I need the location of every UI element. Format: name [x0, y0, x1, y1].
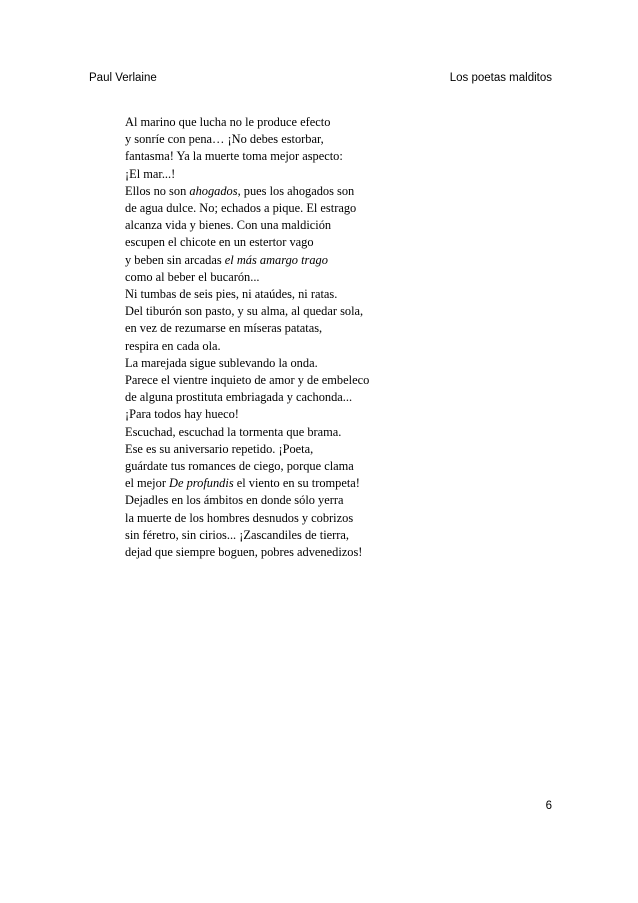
poem-line	[125, 458, 565, 475]
poem-text-segment: y sonríe con pena… ¡No debes estorbar,	[125, 132, 324, 147]
poem-text-segment: Del tiburón son pasto, y su alma, al quedar sola,	[125, 304, 364, 319]
poem-text-segment: la muerte de los hombres desnudos y cobrizos	[125, 510, 354, 525]
poem-text-segment: respira en cada ola.	[125, 338, 221, 353]
poem-text-segment: sin féretro, sin cirios... ¡Zascandiles de tierra,	[125, 527, 349, 542]
poem-line	[125, 510, 565, 527]
poem-text-segment: La marejada sigue sublevando la onda.	[125, 355, 318, 370]
poem-line	[125, 234, 565, 251]
poem-line	[125, 269, 565, 286]
poem-line	[125, 252, 565, 269]
poem-line	[125, 286, 565, 303]
poem-text-segment: guárdate tus romances de ciego, porque clama	[125, 459, 354, 474]
poem-line	[125, 424, 565, 441]
poem-line	[125, 475, 565, 492]
poem-text-segment: Ese es su aniversario repetido. ¡Poeta,	[125, 441, 314, 456]
poem-text-segment: el mejor	[125, 476, 170, 491]
poem-text-segment: como al beber el bucarón...	[125, 269, 260, 284]
poem-text-segment: fantasma! Ya la muerte toma mejor aspecto:	[125, 149, 343, 164]
header-author: Paul Verlaine	[89, 72, 157, 84]
poem-text-segment: ¡El mar...!	[125, 166, 176, 181]
poem-text-segment: Escuchad, escuchad la tormenta que brama.	[125, 424, 342, 439]
poem-text-segment: alcanza vida y bienes. Con una maldición	[125, 218, 332, 233]
poem-line	[125, 338, 565, 355]
poem-text-segment: Parece el vientre inquieto de amor y de embeleco	[125, 373, 370, 388]
poem-line	[125, 492, 565, 509]
poem-italic-segment: De profundis	[169, 476, 234, 491]
poem-line	[125, 217, 565, 234]
poem-line	[125, 148, 565, 165]
poem-line	[125, 355, 565, 372]
poem-text-segment: Ellos no son	[125, 183, 190, 198]
poem-line	[125, 372, 565, 389]
poem-text-segment: Al marino que lucha no le produce efecto	[125, 115, 331, 129]
poem-line	[125, 389, 565, 406]
poem-italic-segment: ahogados	[189, 183, 238, 198]
poem-text-segment: Dejadles en los ámbitos en donde sólo yerra	[125, 493, 344, 508]
poem-text-segment: escupen el chicote en un estertor vago	[125, 235, 314, 250]
poem-line	[125, 303, 565, 320]
poem-text-segment: dejad que siempre boguen, pobres advenedizos!	[125, 545, 363, 560]
poem-line	[125, 114, 565, 131]
poem-body	[125, 114, 565, 561]
poem-line	[125, 131, 565, 148]
poem-text-segment: de alguna prostituta embriagada y cachonda...	[125, 390, 353, 405]
header-book-title: Los poetas malditos	[449, 72, 552, 84]
page-number: 6	[545, 800, 552, 812]
poem-italic-segment: el más amargo trago	[224, 252, 328, 267]
poem-line	[125, 441, 565, 458]
poem-text-segment: el viento en su trompeta!	[233, 476, 360, 491]
poem-text-segment: Ni tumbas de seis pies, ni ataúdes, ni ratas.	[125, 287, 338, 302]
poem-line	[125, 166, 565, 183]
poem-text-segment: en vez de rezumarse en míseras patatas,	[125, 321, 323, 336]
poem-text-segment: de agua dulce. No; echados a pique. El estrago	[125, 201, 357, 216]
poem-line	[125, 320, 565, 337]
poem-text-segment: y beben sin arcadas	[125, 252, 225, 267]
poem-line	[125, 527, 565, 544]
poem-line	[125, 544, 565, 561]
poem-line	[125, 183, 565, 200]
poem-line	[125, 200, 565, 217]
poem-text-segment: ¡Para todos hay hueco!	[125, 407, 239, 422]
poem-text-segment: , pues los ahogados son	[237, 183, 355, 198]
poem-line	[125, 406, 565, 423]
